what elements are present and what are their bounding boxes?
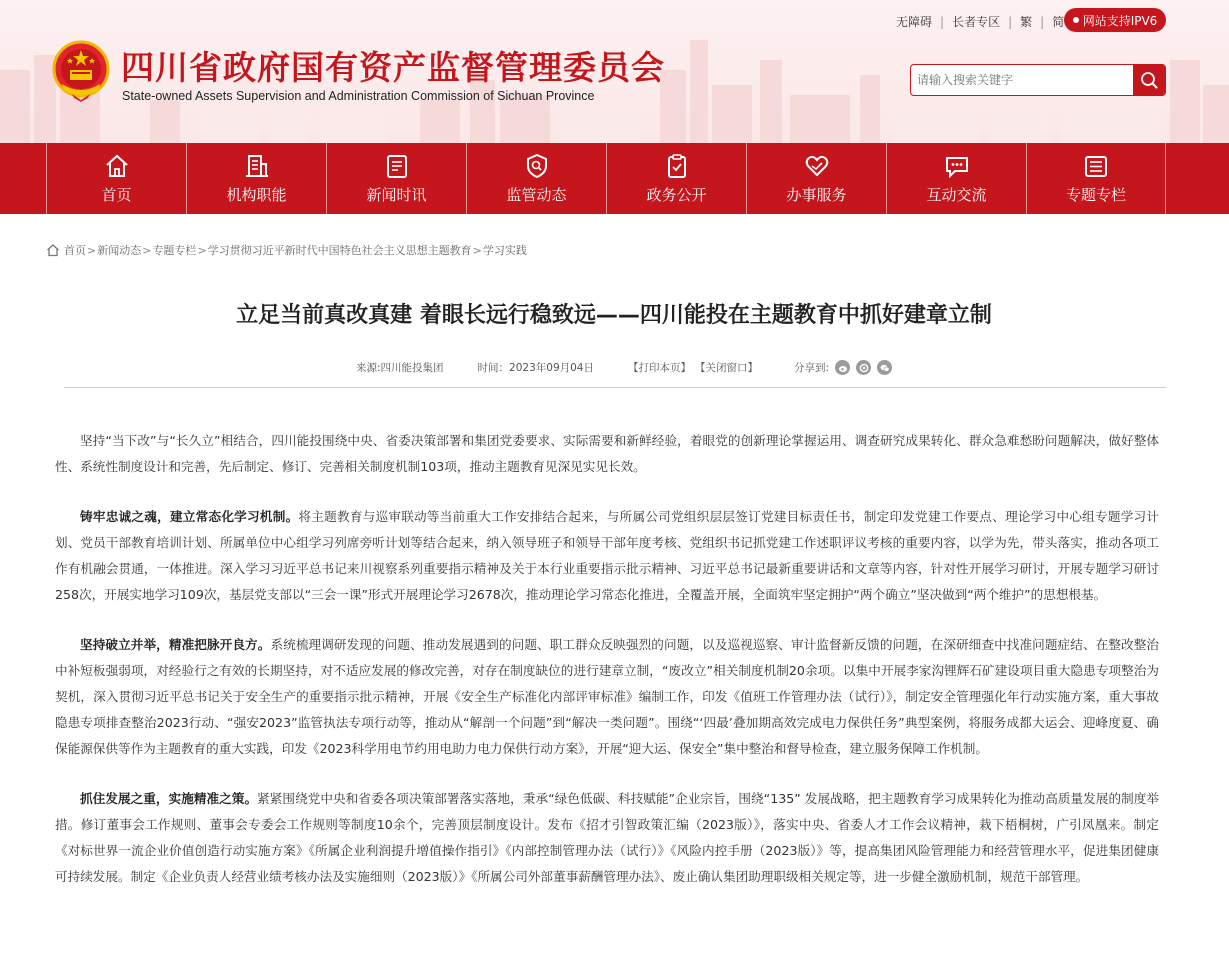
paragraph-lead: 抓住发展之重，实施精准之策。 bbox=[80, 791, 258, 806]
breadcrumb-separator: > bbox=[197, 243, 207, 257]
breadcrumb-study-practice[interactable]: 学习实践 bbox=[482, 244, 527, 257]
nav-item-government-affairs[interactable] bbox=[606, 143, 746, 214]
nav-item-home[interactable] bbox=[46, 143, 186, 214]
paragraph-lead: 坚持破立并举，精准把脉开良方。 bbox=[80, 637, 271, 652]
chat-icon bbox=[943, 152, 971, 180]
nav-label: 首页 bbox=[101, 186, 132, 204]
paragraph-text: 紧紧围绕党中央和省委各项决策部署落实落地，秉承“绿色低碳、科技赋能”企业宗旨，围绕“135” 发展战略，把主题教育学习成果转化为推动高质量发展的制度举措。修订董事会工作规则、董事会专委会工作规则等制度10余个，完善顶层制度设计。发布《招才引智政策汇编（2023版）》，落实中央、省委人才工作会议精神，栽下梧桐树，广引凤凰来。制定《对标世界一流企业价值创造行动实施方案》《所属企业利润提升增值操作指引》《内部控制管理办法（试行）》《风险内控手册（2023版）》等，提高集团风险管理能力和经营管理水平，促进集团健康可持续发展。制定《企业负责人经营业绩考核办法及实施细则（2023版）》《所属公司外部董事薪酬管理办法》、废止确认集团助理职级相关规定等，进一步健全激励机制，规范干部管理。 bbox=[55, 791, 1160, 884]
article-paragraph bbox=[55, 786, 1159, 890]
news-icon bbox=[383, 152, 411, 180]
separator: | bbox=[940, 14, 945, 29]
building-icon bbox=[243, 152, 271, 180]
nav-label: 专题专栏 bbox=[1065, 186, 1126, 204]
list-icon bbox=[1082, 152, 1110, 180]
nav-item-news[interactable] bbox=[326, 143, 466, 214]
nav-item-interaction[interactable] bbox=[886, 143, 1026, 214]
nav-label: 办事服务 bbox=[786, 186, 847, 204]
national-emblem-logo bbox=[52, 40, 110, 102]
close-window-link[interactable]: 【关闭窗口】 bbox=[695, 362, 758, 374]
service-heart-icon bbox=[803, 152, 831, 180]
separator: | bbox=[1008, 14, 1013, 29]
accessibility-link[interactable]: 无障碍 bbox=[896, 15, 933, 29]
dot-icon bbox=[1073, 17, 1079, 23]
ipv6-support-button[interactable] bbox=[1064, 8, 1166, 32]
breadcrumb-separator: > bbox=[142, 243, 152, 257]
article-meta bbox=[356, 360, 892, 375]
ipv6-label: 网站支持IPV6 bbox=[1082, 13, 1158, 28]
main-navigation bbox=[0, 143, 1229, 214]
article-title: 立足当前真改真建 着眼长远行稳致远——四川能投在主题教育中抓好建章立制 bbox=[236, 303, 992, 328]
nav-item-organization[interactable] bbox=[186, 143, 326, 214]
title-divider bbox=[64, 387, 1166, 388]
nav-item-supervision[interactable] bbox=[466, 143, 606, 214]
site-header bbox=[0, 0, 1229, 143]
separator: | bbox=[1040, 14, 1045, 29]
clipboard-icon bbox=[663, 152, 691, 180]
breadcrumb bbox=[46, 242, 527, 258]
article-paragraph bbox=[55, 428, 1159, 480]
qzone-icon[interactable] bbox=[856, 360, 871, 375]
paragraph-text: 将主题教育与巡审联动等当前重大工作安排结合起来，与所属公司党组织层层签订党建目标责任书，制定印发党建工作要点、理论学习中心组专题学习计划、党员干部教育培训计划、所属单位中心组学习列席旁听计划等结合起来，纳入领导班子和领导干部年度考核、党组织书记抓党建工作述职评议考核的重要内容，以学为先，带头落实，推动各项工作有机融会贯通，一体推进。深入学习习近平总书记来川视察系列重要指示精神及关于本行业重要指示批示精神、习近平总书记最新重要讲话和文章等内容，针对性开展学习研讨，开展专题学习研讨258次，开展实地学习109次，基层党支部以“三会一课”形式开展理论学习2678次，推动理论学习常态化推进，全覆盖开展，全面筑牢坚定拥护“两个确立”坚决做到“两个维护”的思想根基。 bbox=[55, 509, 1160, 602]
nav-item-services[interactable] bbox=[746, 143, 886, 214]
search-input[interactable] bbox=[911, 65, 1133, 95]
breadcrumb-theme-education[interactable]: 学习贯彻习近平新时代中国特色社会主义思想主题教育 bbox=[207, 244, 472, 257]
traditional-chinese-link[interactable]: 繁 bbox=[1020, 15, 1033, 29]
nav-label: 监管动态 bbox=[506, 186, 567, 204]
search-icon bbox=[1140, 71, 1158, 89]
wechat-icon[interactable] bbox=[877, 360, 892, 375]
supervision-icon bbox=[523, 152, 551, 180]
nav-item-special-topics[interactable] bbox=[1026, 143, 1166, 214]
home-icon bbox=[103, 152, 131, 180]
breadcrumb-separator: > bbox=[472, 243, 482, 257]
site-subtitle: State-owned Assets Supervision and Administration Commission of Sichuan Province bbox=[122, 89, 595, 103]
nav-label: 机构职能 bbox=[226, 186, 287, 204]
paragraph-text: 坚持“当下改”与“长久立”相结合，四川能投围绕中央、省委决策部署和集团党委要求、实际需要和新鲜经验，着眼党的创新理论掌握运用、调查研究成果转化、群众急难愁盼问题解决，做好整体性、系统性制度设计和完善，先后制定、修订、完善相关制度机制103项，推动主题教育见深见实见长效。 bbox=[55, 433, 1159, 474]
article-paragraph bbox=[55, 504, 1159, 608]
paragraph-lead: 铸牢忠诚之魂，建立常态化学习机制。 bbox=[80, 509, 299, 524]
search-button[interactable] bbox=[1133, 65, 1165, 95]
print-page-link[interactable]: 【打印本页】 bbox=[628, 362, 691, 374]
paragraph-text: 系统梳理调研发现的问题、推动发展遇到的问题、职工群众反映强烈的问题，以及巡视巡察、审计监督新反馈的问题，在深研细查中找准问题症结、在整改整治中补短板强弱项，对经验行之有效的长期坚持，对不适应发展的修改完善，对存在制度缺位的进行建章立制，“废改立”相关制度机制20余项。以集中开展李家沟锂辉石矿建设项目重大隐患专项整治为契机，深入贯彻习近平总书记关于安全生产的重要指示批示精神，开展《安全生产标准化内部评审标准》编制工作，印发《值班工作管理办法（试行）》，制定安全管理强化年行动实施方案，重大事故隐患专项排查整治2023行动、“强安2023”监管执法专项行动等，推动从“解剖一个问题”到“解决一类问题”。围绕“‘四最’叠加期高效完成电力保供任务”典型案例，将服务成都大运会、迎峰度夏、确保能源保供等作为主题教育的重大实践，印发《2023科学用电节约用电助力电力保供行动方案》，开展“迎大运、保安全”集中整治和督导检查，建立服务保障工作机制。 bbox=[55, 637, 1160, 756]
nav-label: 新闻时讯 bbox=[366, 186, 427, 204]
article-content bbox=[55, 428, 1159, 914]
simplified-chinese-link[interactable]: 简 bbox=[1052, 15, 1065, 29]
article-source: 来源:四川能投集团 bbox=[356, 362, 444, 374]
top-links bbox=[896, 13, 1064, 30]
breadcrumb-separator: > bbox=[87, 243, 97, 257]
home-icon bbox=[46, 243, 60, 257]
article-paragraph bbox=[55, 632, 1159, 762]
breadcrumb-home[interactable]: 首页 bbox=[64, 244, 86, 257]
site-title: 四川省政府国有资产监督管理委员会 bbox=[121, 48, 665, 87]
nav-label: 政务公开 bbox=[646, 186, 707, 204]
elderly-zone-link[interactable]: 长者专区 bbox=[952, 15, 1001, 29]
weibo-icon[interactable] bbox=[835, 360, 850, 375]
nav-label: 互动交流 bbox=[926, 186, 987, 204]
article-time: 时间：2023年09月04日 bbox=[477, 362, 594, 374]
breadcrumb-special-topics[interactable]: 专题专栏 bbox=[152, 244, 197, 257]
breadcrumb-news[interactable]: 新闻动态 bbox=[97, 244, 142, 257]
search-box bbox=[910, 64, 1166, 96]
share-label: 分享到: bbox=[794, 362, 830, 374]
